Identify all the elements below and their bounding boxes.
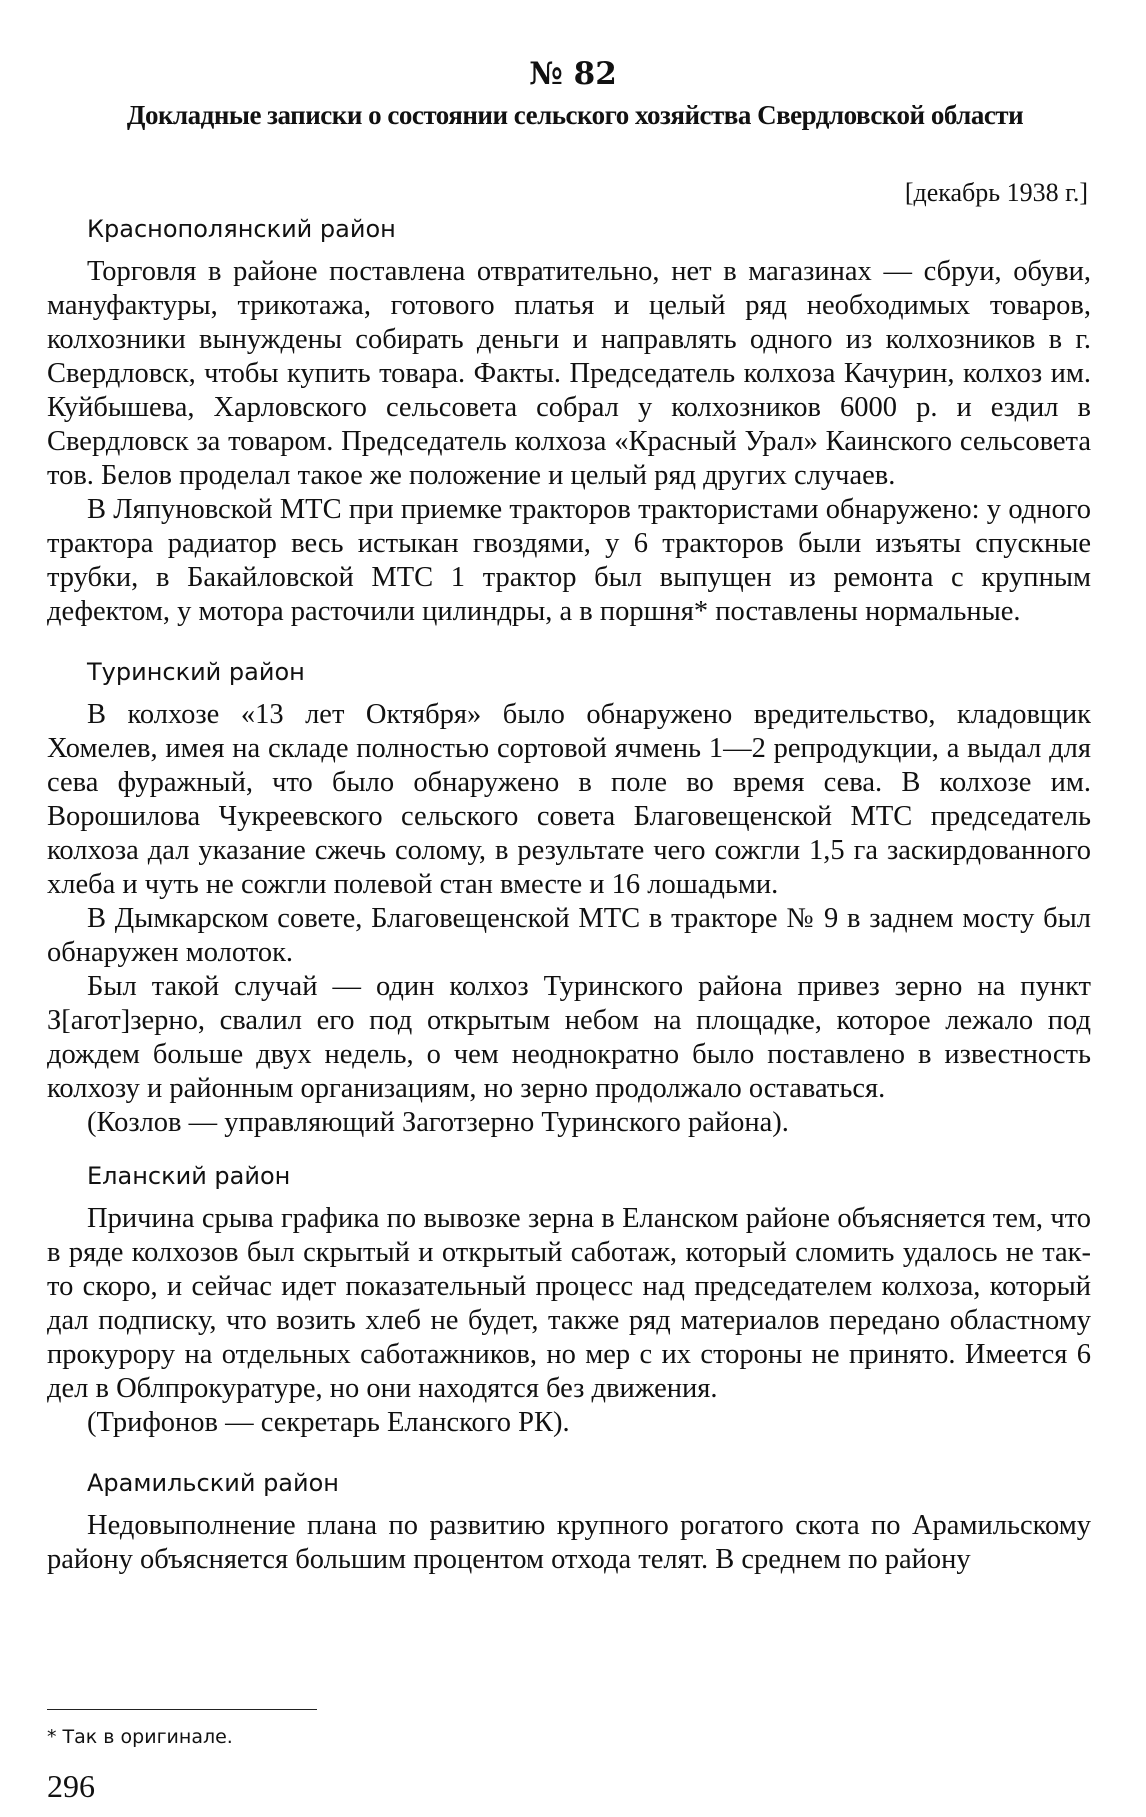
paragraph: Был такой случай — один колхоз Туринского района привез зерно на пункт З[агот]зерно, свалил его под открытым небом на площадке, которое лежало под дождем больше двух недель, о чем неоднократно было поставлено в известность колхозу и районным организациям, но зерно продолжало оставаться. [47,971,1091,1104]
document-body [47,212,1091,1577]
document-title: Докладные записки о состоянии сельского хозяйства Свердловской области [126,100,1024,130]
paragraph: В Ляпуновской МТС при приемке тракторов трактористами обнаружено: у одного трактора радиатор весь истыкан гвоздями, у 6 тракторов были изъяты спускные трубки, в Бакайловской МТС 1 трактор был выпущен из ремонта с крупным дефектом, у мотора расточили цилиндры, а в поршня* поставлены нормальные. [47,494,1091,627]
document-number: № 82 [529,56,617,92]
page-number: 296 [47,1768,95,1804]
paragraph: Недовыполнение плана по развитию крупного рогатого скота по Арамильскому району объясняется большим процентом отхода телят. В среднем по району [47,1510,1091,1575]
section-heading-elansky: Еланский район [87,1162,291,1190]
footnote-divider [47,1709,317,1710]
attribution-note: (Козлов — управляющий Заготзерно Туринского района). [87,1107,789,1138]
footnote: * Так в оригинале. [47,1726,233,1748]
section-heading-aramilsky: Арамильский район [87,1469,339,1497]
paragraph: В колхозе «13 лет Октября» было обнаружено вредительство, кладовщик Хомелев, имея на складе полностью сортовой ячмень 1—2 репродукции, а выдал для сева фуражный, что было обнаружено в поле во время сева. В колхозе им. Ворошилова Чукреевского сельского совета Благовещенской МТС председатель колхоза дал указание сжечь солому, в результате чего сожгли 1,5 га заскирдованного хлеба и чуть не сожгли полевой стан вместе и 16 лошадьми. [47,699,1091,900]
section-heading-turinsky: Туринский район [87,658,305,686]
paragraph: Причина срыва графика по вывозке зерна в Еланском районе объясняется тем, что в ряде колхозов был скрытый и открытый саботаж, который сломить удалось не так-то скоро, и сейчас идет показательный процесс над председателем колхоза, который дал подписку, что возить хлеб не будет, также ряд материалов передано областному прокурору на отдельных саботажников, но мер с их стороны не принято. Имеется 6 дел в Облпрокуратуре, но они находятся без движения. [47,1203,1091,1404]
paragraph: В Дымкарском совете, Благовещенской МТС в тракторе № 9 в заднем мосту был обнаружен молоток. [47,903,1091,968]
attribution-note: (Трифонов — секретарь Еланского РК). [87,1407,570,1438]
paragraph: Торговля в районе поставлена отвратительно, нет в магазинах — сбруи, обуви, мануфактуры, трикотажа, готового платья и целый ряд необходимых товаров, колхозники вынуждены собирать деньги и направлять одного из колхозников в г. Свердловск, чтобы купить товара. Факты. Председатель колхоза Качурин, колхоз им. Куйбышева, Харловского сельсовета собрал у колхозников 6000 р. и ездил в Свердловск за товаром. Председатель колхоза «Красный Урал» Каинского сельсовета тов. Белов проделал такое же положение и целый ряд других случаев. [47,256,1091,491]
document-date: [декабрь 1938 г.] [904,178,1088,207]
section-heading-krasnopolyansky: Краснополянский район [87,215,396,243]
